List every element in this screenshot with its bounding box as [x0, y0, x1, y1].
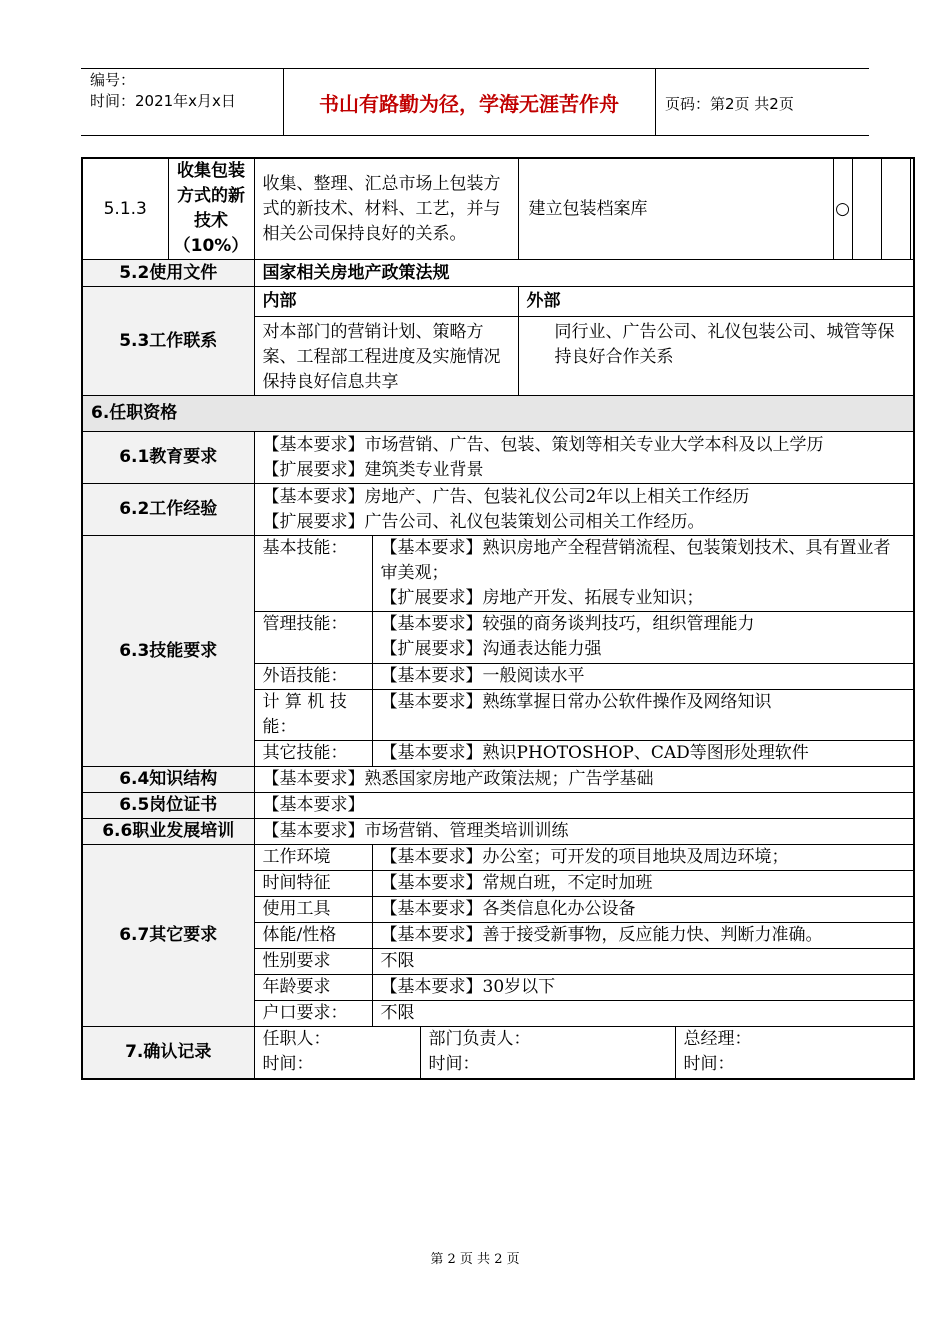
- sign-time: 时间：: [428, 1054, 480, 1074]
- skill-name: 其它技能：: [254, 741, 372, 767]
- row-6-5: [82, 793, 914, 819]
- row-label: 6.1教育要求: [82, 432, 254, 484]
- item-name: 使用工具: [254, 897, 372, 923]
- internal-contacts: 对本部门的营销计划、策略方案、工程部工程进度及实施情况保持良好信息共享: [254, 317, 518, 396]
- skill-line: 【基本要求】熟练掌握日常办公软件操作及网络知识: [372, 690, 914, 741]
- row-label: 6.3技能要求: [82, 536, 254, 767]
- skill-line: 【扩展要求】沟通表达能力强: [380, 639, 602, 659]
- row-label: 6.5岗位证书: [82, 793, 254, 819]
- skill-name: 外语技能：: [254, 664, 372, 690]
- item-name: 时间特征: [254, 871, 372, 897]
- row-label: 5.2使用文件: [82, 260, 254, 287]
- item-name: 户口要求：: [254, 1001, 372, 1027]
- item-value: 【基本要求】善于接受新事物，反应能力快、判断力准确。: [372, 923, 914, 949]
- header-divider: [283, 68, 284, 135]
- skill-name: 管理技能：: [254, 612, 372, 664]
- row-6-1: [82, 432, 914, 484]
- skill-name: 计 算 机 技能：: [254, 690, 372, 741]
- item-value: 不限: [372, 949, 914, 975]
- row-label: 7.确认记录: [82, 1027, 254, 1079]
- skill-name: 基本技能：: [254, 536, 372, 612]
- skill-value: [372, 612, 914, 664]
- row-value: 【基本要求】熟悉国家房地产政策法规；广告学基础: [254, 767, 914, 793]
- row-7: [82, 1027, 914, 1079]
- serial-label: 编号：: [90, 71, 136, 89]
- item-value: 【基本要求】常规白班，不定时加班: [372, 871, 914, 897]
- row-value: [254, 432, 914, 484]
- row-label: 6.4知识结构: [82, 767, 254, 793]
- row-6: [82, 396, 914, 432]
- row-label: 6.6职业发展培训: [82, 819, 254, 845]
- item-value: 【基本要求】30岁以下: [372, 975, 914, 1001]
- empty-cell: [852, 158, 881, 260]
- row-label: 5.3工作联系: [82, 287, 254, 396]
- row-6-3-basic: [82, 536, 914, 612]
- row-6-4: [82, 767, 914, 793]
- row-mark: ○: [833, 158, 852, 260]
- header-motto: 书山有路勤为径，学海无涯苦作舟: [319, 92, 619, 116]
- item-value: 【基本要求】办公室；可开发的项目地块及周边环境；: [372, 845, 914, 871]
- skill-line: 【基本要求】熟识PHOTOSHOP、CAD等图形处理软件: [372, 741, 914, 767]
- external-contacts: 同行业、广告公司、礼仪包装公司、城管等保持良好合作关系: [518, 317, 914, 396]
- internal-header: 内部: [254, 287, 518, 317]
- row-5-3-header: [82, 287, 914, 317]
- item-name: 工作环境: [254, 845, 372, 871]
- row-description: 收集、整理、汇总市场上包装方式的新技术、材料、工艺，并与相关公司保持良好的关系。: [254, 158, 518, 260]
- skill-line: 【基本要求】一般阅读水平: [372, 664, 914, 690]
- sign-role: 部门负责人：: [428, 1029, 531, 1049]
- item-name: 性别要求: [254, 949, 372, 975]
- row-label: 6.7其它要求: [82, 845, 254, 1027]
- header-bottom-rule: [81, 135, 869, 136]
- empty-cell: [910, 158, 914, 260]
- sign-cell: [675, 1027, 914, 1079]
- basic-requirement: 【基本要求】市场营销、广告、包装、策划等相关专业大学本科及以上学历: [262, 434, 824, 455]
- skill-line: 【扩展要求】房地产开发、拓展专业知识；: [380, 588, 704, 608]
- sign-time: 时间：: [262, 1054, 314, 1074]
- row-value: 【基本要求】: [254, 793, 914, 819]
- header-divider: [655, 68, 656, 135]
- skill-line: 【基本要求】熟识房地产全程营销流程、包装策划技术、具有置业者审美观；: [380, 538, 891, 583]
- sign-cell: [254, 1027, 420, 1079]
- external-header: 外部: [518, 287, 914, 317]
- empty-cell: [881, 158, 910, 260]
- skill-value: [372, 536, 914, 612]
- row-value: 国家相关房地产政策法规: [254, 260, 914, 287]
- extended-requirement: 【扩展要求】建筑类专业背景: [262, 459, 484, 480]
- row-5-2: [82, 260, 914, 287]
- item-value: 【基本要求】各类信息化办公设备: [372, 897, 914, 923]
- sign-cell: [420, 1027, 675, 1079]
- sign-role: 任职人：: [262, 1029, 331, 1049]
- row-6-6: [82, 819, 914, 845]
- row-code: 5.1.3: [82, 158, 168, 260]
- sign-time: 时间：: [683, 1054, 735, 1074]
- row-output: 建立包装档案库: [518, 158, 833, 260]
- row-6-7-item: [82, 845, 914, 871]
- row-value: 【基本要求】市场营销、管理类培训训练: [254, 819, 914, 845]
- header-page-info: 页码：第2页 共2页: [665, 95, 794, 113]
- item-name: 年龄要求: [254, 975, 372, 1001]
- date-label: 时间：2021年x月x日: [90, 92, 236, 110]
- extended-requirement: 【扩展要求】广告公司、礼仪包装策划公司相关工作经历。: [262, 511, 705, 532]
- row-6-2: [82, 484, 914, 536]
- item-value: 不限: [372, 1001, 914, 1027]
- row-5-1-3: [82, 158, 914, 260]
- row-label: 6.2工作经验: [82, 484, 254, 536]
- item-name: 体能/性格: [254, 923, 372, 949]
- page-footer: 第 2 页 共 2 页: [430, 1252, 520, 1267]
- basic-requirement: 【基本要求】房地产、广告、包装礼仪公司2年以上相关工作经历: [262, 486, 750, 507]
- job-description-table: [81, 157, 915, 1080]
- row-value: [254, 484, 914, 536]
- skill-line: 【基本要求】较强的商务谈判技巧，组织管理能力: [380, 614, 755, 634]
- section-title: 6.任职资格: [82, 396, 914, 432]
- row-title: 收集包装方式的新技术（10%）: [168, 158, 254, 260]
- header-top-rule: [81, 68, 869, 69]
- sign-role: 总经理：: [683, 1029, 752, 1049]
- header-left: [90, 70, 236, 112]
